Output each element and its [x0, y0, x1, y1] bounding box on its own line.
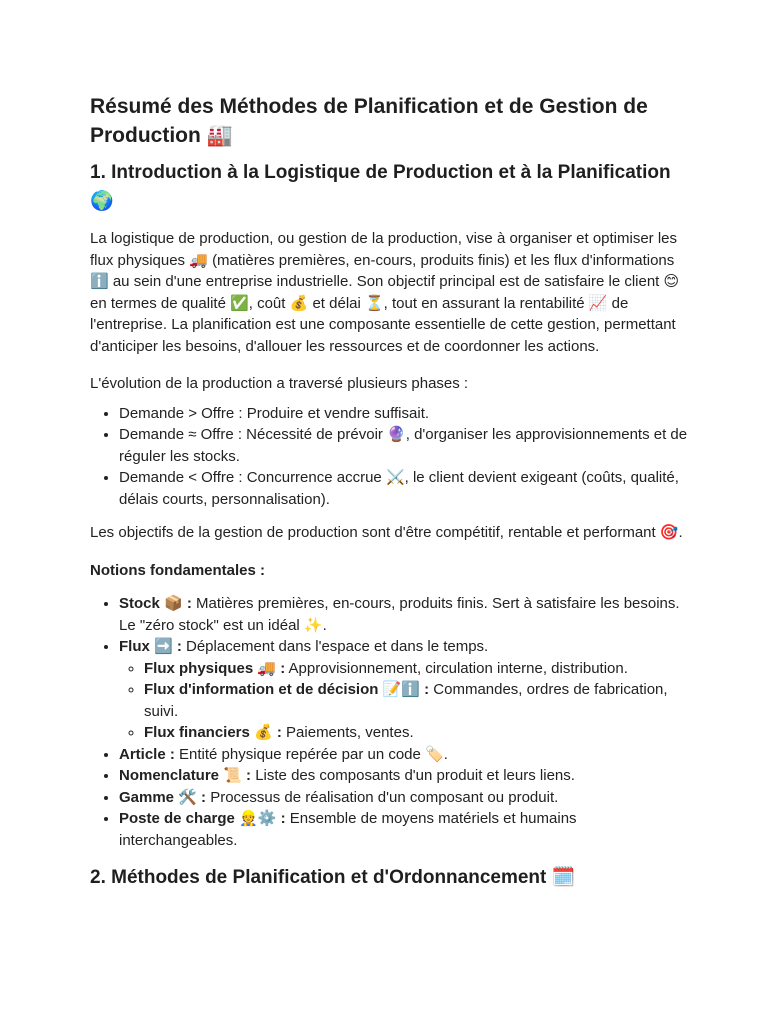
phase-item: • Demande < Offre : Concurrence accrue ⚔️, le client devient exigeant (coûts, qualité, délais courts, personnalisation).	[119, 467, 688, 510]
notion-desc: Déplacement dans l'espace et dans le temps.	[181, 638, 489, 655]
flux-subitem	[144, 679, 688, 722]
section-2-heading: 2. Méthodes de Planification et d'Ordonnancement 🗓️	[90, 867, 576, 888]
notion-stock	[119, 593, 688, 636]
notion-desc: Processus de réalisation d'un composant ou produit.	[206, 788, 559, 806]
notion-term: Nomenclature 📜 :	[119, 767, 252, 784]
notion-article	[119, 744, 688, 766]
notion-nomenclature	[119, 765, 688, 787]
notions-heading: Notions fondamentales :	[90, 561, 266, 579]
notion-desc: Matières premières, en-cours, produits finis. Sert à satisfaire les besoins. Le "zéro stock" est un idéal ✨.	[119, 595, 680, 634]
notions-list	[90, 593, 688, 851]
notion-desc: Paiements, ventes.	[281, 724, 414, 741]
notion-term: Article :	[119, 745, 175, 763]
flux-subitem	[144, 722, 688, 744]
notion-term: Stock 📦 :	[119, 595, 192, 612]
objectives-paragraph: Les objectifs de la gestion de production sont d'être compétitif, rentable et performant 🎯.	[90, 524, 683, 541]
notion-term: Gamme 🛠️ :	[119, 788, 207, 806]
flux-sublist	[119, 658, 688, 744]
notion-flux	[119, 636, 688, 744]
notion-term: Flux financiers 💰 :	[144, 724, 282, 741]
notion-poste-de-charge	[119, 808, 688, 851]
notion-term: Flux physiques 🚚 :	[144, 659, 286, 677]
notion-gamme	[119, 787, 688, 809]
flux-subitem	[144, 658, 688, 680]
notion-desc: Commandes, ordres de fabrication, suivi.	[144, 681, 668, 720]
intro-paragraph: La logistique de production, ou gestion de la production, vise à organiser et optimiser les flux physiques 🚚 (matières premières, en-cours, produits finis) et les flux d'informations ℹ️ au sein d'une entreprise industrielle. Son objectif principal est de satisfaire le client 😊 en termes de qualité ✅, coût 💰 et délai ⏳, tout en assurant la rentabilité 📈 de l'entreprise. La planification est une composante essentielle de cette gestion, permettant d'anticiper les besoins, d'allouer les ressources et de coordonner les actions.	[90, 230, 680, 355]
notion-term: Flux d'information et de décision 📝ℹ️ :	[144, 681, 430, 698]
notion-term: Poste de charge 👷⚙️ :	[119, 810, 286, 827]
notion-desc: Ensemble de moyens matériels et humains interchangeables.	[119, 810, 577, 849]
phases-list	[90, 403, 688, 511]
evolution-intro: L'évolution de la production a traversé plusieurs phases :	[90, 375, 469, 392]
document-title: Résumé des Méthodes de Planification et de Gestion de Production 🏭	[90, 95, 648, 147]
notion-desc: Approvisionnement, circulation interne, distribution.	[285, 659, 628, 677]
notion-desc: Entité physique repérée par un code 🏷️.	[174, 745, 448, 763]
phase-item: • Demande > Offre : Produire et vendre suffisait.	[119, 403, 688, 425]
phase-item: • Demande ≈ Offre : Nécessité de prévoir 🔮, d'organiser les approvisionnements et de réguler les stocks.	[119, 424, 688, 467]
section-1-heading: 1. Introduction à la Logistique de Production et à la Planification 🌍	[90, 162, 671, 212]
notion-term: Flux ➡️ :	[119, 638, 182, 655]
notion-desc: Liste des composants d'un produit et leurs liens.	[251, 767, 575, 784]
